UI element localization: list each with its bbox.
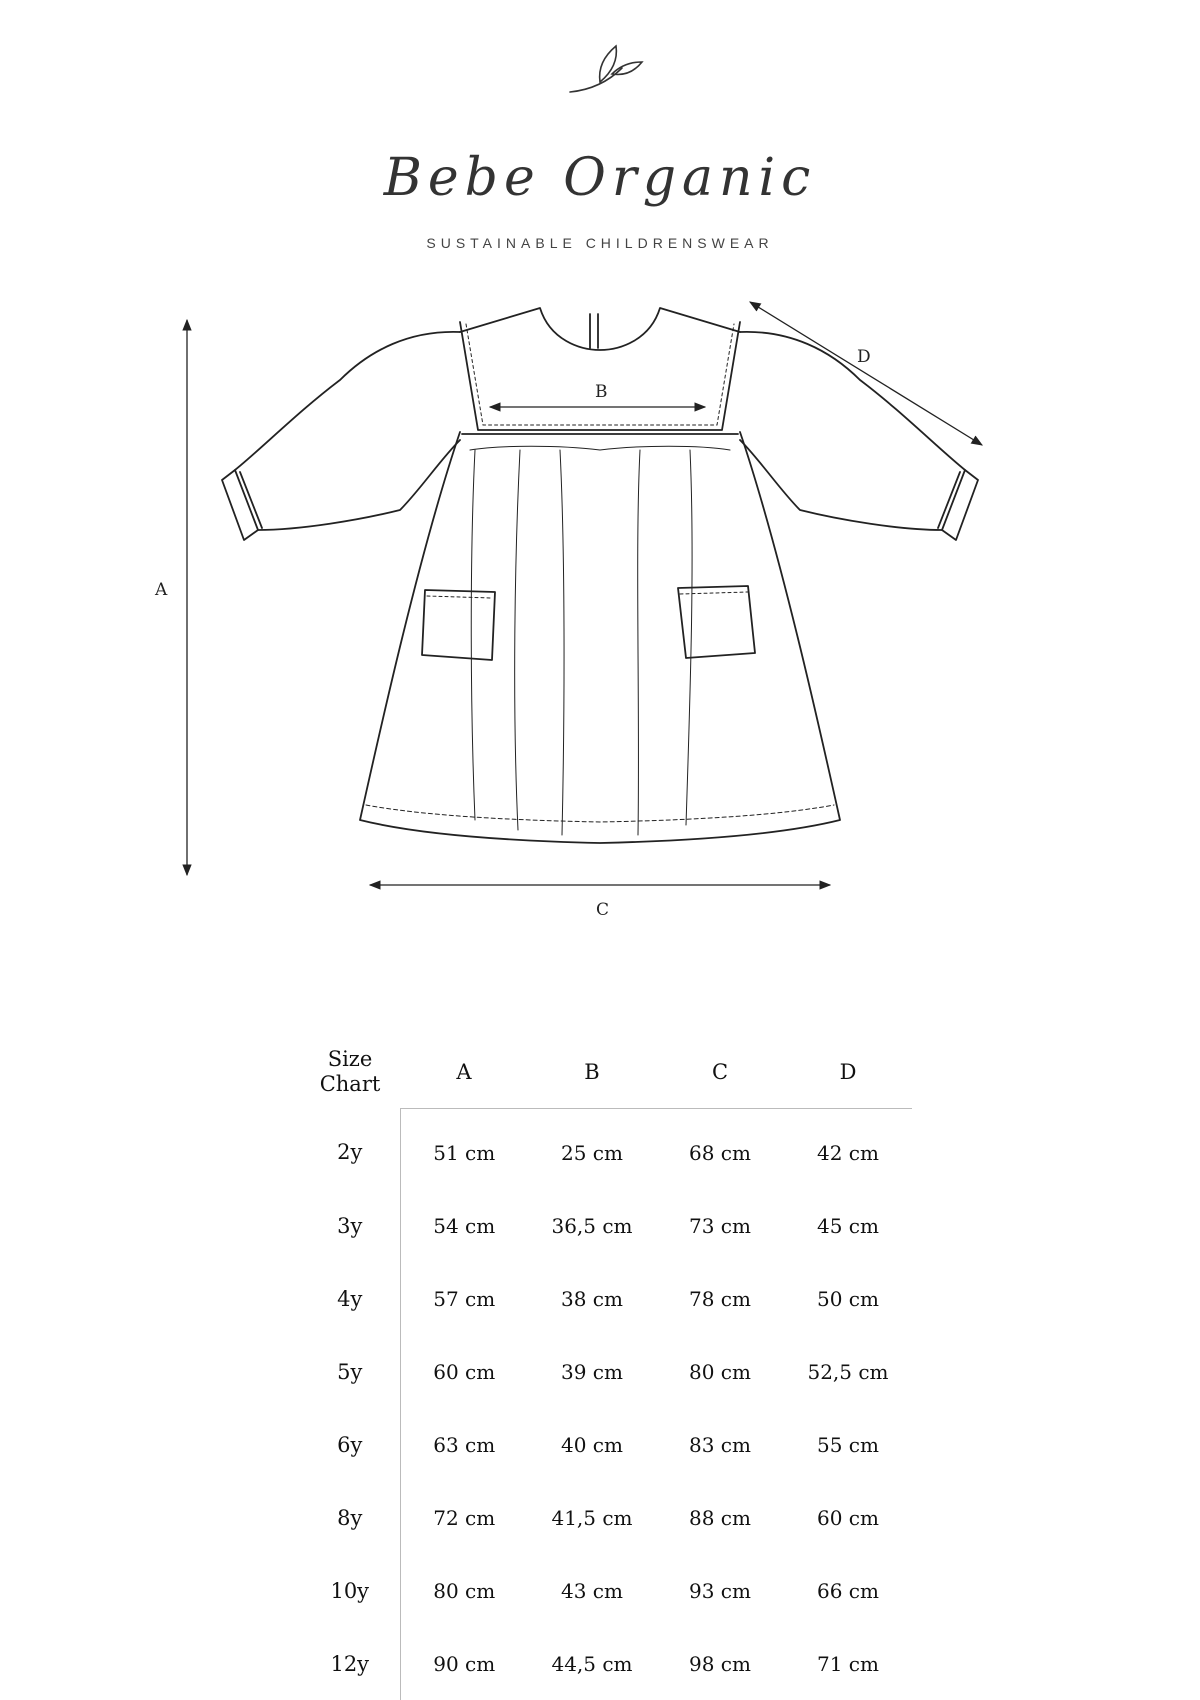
size-cell: 3y	[337, 1213, 363, 1238]
size-chart-header-row	[300, 1036, 912, 1109]
column-header-a: A	[400, 1036, 528, 1109]
column-header-b: B	[528, 1036, 656, 1109]
dimension-label-a: A	[155, 580, 168, 600]
leaf-sprig-icon	[0, 30, 1200, 140]
column-header-d: D	[784, 1036, 912, 1109]
value-cell: 60 cm	[400, 1335, 528, 1408]
brand-header	[0, 30, 1200, 251]
value-cell: 45 cm	[817, 1213, 879, 1238]
value-cell: 54 cm	[400, 1189, 528, 1262]
size-chart-corner-line2: Chart	[319, 1072, 381, 1097]
value-cell: 68 cm	[689, 1140, 751, 1165]
value-cell: 39 cm	[561, 1359, 623, 1384]
table-row	[300, 1335, 912, 1408]
dimension-label-d: D	[857, 347, 871, 367]
size-cell: 8y	[337, 1505, 363, 1530]
dimension-arrows	[187, 302, 982, 885]
size-cell: 6y	[337, 1432, 363, 1457]
size-cell: 4y	[337, 1286, 363, 1311]
dress-technical-drawing	[0, 300, 1200, 940]
table-row	[300, 1109, 912, 1190]
table-row	[300, 1481, 912, 1554]
value-cell: 44,5 cm	[551, 1651, 633, 1676]
size-cell: 5y	[337, 1359, 363, 1384]
value-cell: 66 cm	[817, 1578, 879, 1603]
value-cell: 80 cm	[400, 1554, 528, 1627]
value-cell: 55 cm	[817, 1432, 879, 1457]
value-cell: 50 cm	[817, 1286, 879, 1311]
size-cell: 10y	[330, 1578, 370, 1603]
value-cell: 71 cm	[817, 1651, 879, 1676]
size-chart-table	[300, 1036, 912, 1700]
value-cell: 98 cm	[689, 1651, 751, 1676]
value-cell: 83 cm	[689, 1432, 751, 1457]
column-header-c: C	[656, 1036, 784, 1109]
value-cell: 93 cm	[689, 1578, 751, 1603]
table-row	[300, 1408, 912, 1481]
value-cell: 41,5 cm	[551, 1505, 633, 1530]
value-cell: 57 cm	[400, 1262, 528, 1335]
dimension-label-c: C	[596, 900, 610, 920]
value-cell: 36,5 cm	[551, 1213, 633, 1238]
value-cell: 52,5 cm	[807, 1359, 889, 1384]
value-cell: 60 cm	[817, 1505, 879, 1530]
table-row	[300, 1189, 912, 1262]
value-cell: 40 cm	[561, 1432, 623, 1457]
value-cell: 72 cm	[400, 1481, 528, 1554]
value-cell: 73 cm	[689, 1213, 751, 1238]
value-cell: 80 cm	[689, 1359, 751, 1384]
size-cell: 12y	[330, 1651, 370, 1676]
table-row	[300, 1627, 912, 1700]
value-cell: 90 cm	[400, 1627, 528, 1700]
brand-tagline: SUSTAINABLE CHILDRENSWEAR	[426, 235, 774, 251]
table-row	[300, 1554, 912, 1627]
size-chart-corner	[300, 1036, 400, 1109]
table-row	[300, 1262, 912, 1335]
dimension-arrow-d	[750, 302, 982, 445]
value-cell: 63 cm	[400, 1408, 528, 1481]
value-cell: 43 cm	[561, 1578, 623, 1603]
value-cell: 78 cm	[689, 1286, 751, 1311]
size-chart-corner-line1: Size	[327, 1047, 373, 1072]
value-cell: 25 cm	[561, 1140, 623, 1165]
dimension-label-b: B	[595, 382, 608, 402]
value-cell: 88 cm	[689, 1505, 751, 1530]
value-cell: 38 cm	[561, 1286, 623, 1311]
brand-name: Bebe Organic	[383, 148, 817, 208]
value-cell: 42 cm	[817, 1140, 879, 1165]
size-cell: 2y	[337, 1140, 363, 1165]
value-cell: 51 cm	[400, 1109, 528, 1190]
